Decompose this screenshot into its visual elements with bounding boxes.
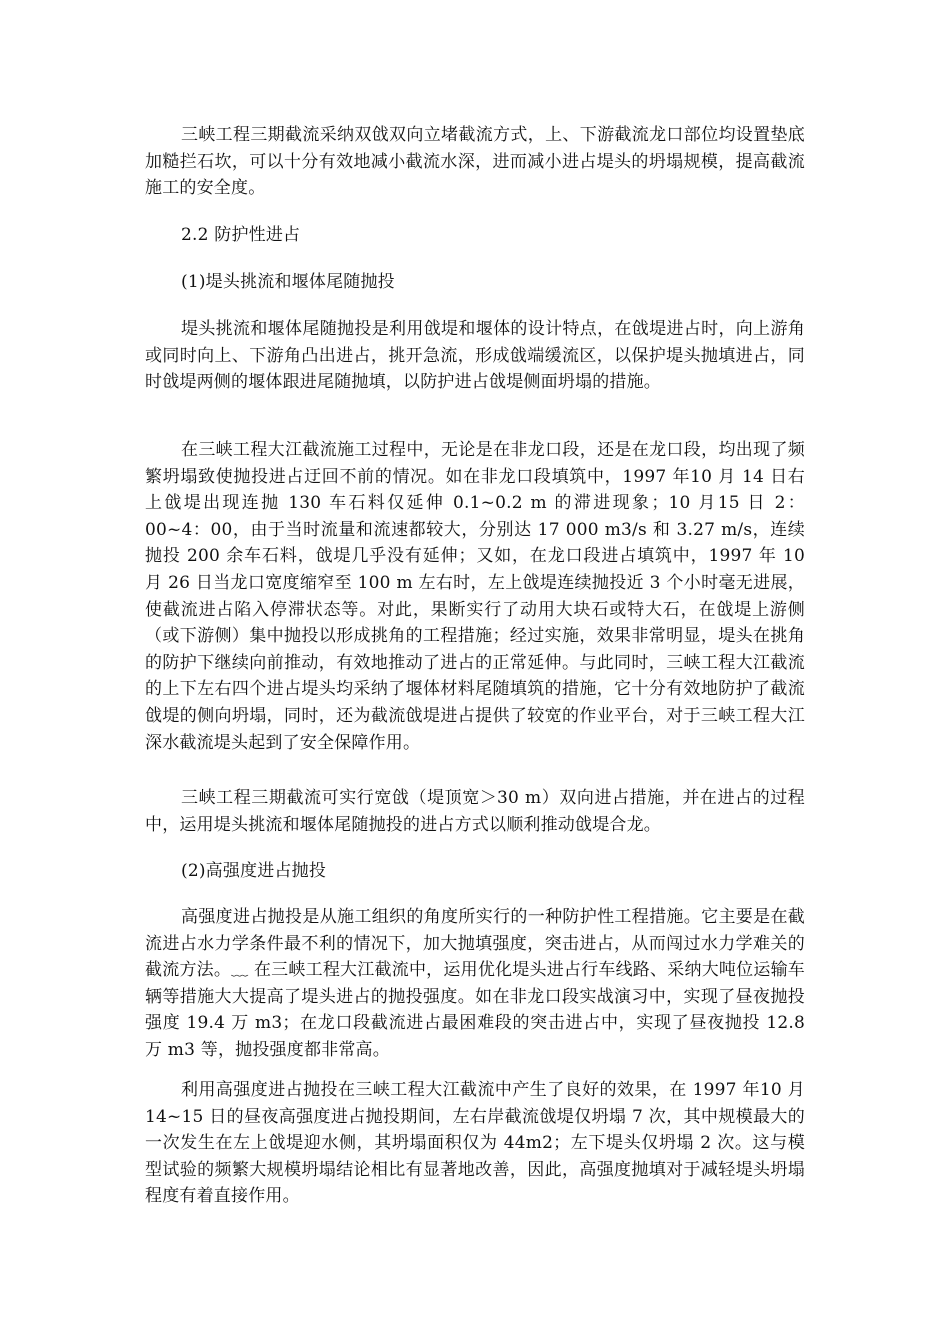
paragraph-high-intensity-definition: 高强度进占抛投是从施工组织的角度所实行的一种防护性工程措施。它主要是在截流进占水力学条件最不利的情况下，加大抛填强度，突击进占，从而闯过水力学难关的截流方法。﹏ 在三峡工程大江截流中，运用优化堤头进占行车线路、采纳大吨位运输车辆等措施大大提高了堤头进占的抛投强度。如在非龙口段实战演习中，实现了昼夜抛投强度 19.4 万 m3；在龙口段截流进占最困难段的突击进占中，实现了昼夜抛投 12.8 万 m3 等，抛投强度都非常高。 — [145, 907, 805, 1060]
paragraph-closure-method: 三峡工程三期截流采纳双戗双向立堵截流方式，上、下游截流龙口部位均设置垫底加糙拦石坎，可以十分有效地减小截流水深，进而减小进占堤头的坍塌规模，提高截流施工的安全度。 — [145, 125, 805, 199]
paragraph-diversion-definition: 堤头挑流和堰体尾随抛投是利用戗堤和堰体的设计特点，在戗堤进占时，向上游角或同时向上、下游角凸出进占，挑开急流，形成戗端缓流区，以保护堤头抛填进占，同时戗堤两侧的堰体跟进尾随抛填，以防护进占戗堤侧面坍塌的措施。 — [145, 319, 805, 393]
section-heading-2-2: 2.2 防护性进占 — [181, 225, 301, 245]
paragraph-construction-process: 在三峡工程大江截流施工过程中，无论是在非龙口段，还是在龙口段，均出现了频繁坍塌致使抛投进占迂回不前的情况。如在非龙口段填筑中，1997 年10 月 14 日右上戗堤出现连抛 130 车石料仅延伸 0.1~0.2 m 的滞进现象；10 月15 日 2：00~4：00，由于当时流量和流速都较大，分别达 17 000 m3/s 和 3.27 m/s，连续抛投 200 余车石料，戗堤几乎没有延伸；又如，在龙口段进占填筑中，1997 年 10 月 26 日当龙口宽度缩窄至 100 m 左右时，左上戗堤连续抛投近 3 个小时毫无进展，使截流进占陷入停滞状态等。对此，果断实行了动用大块石或特大石，在戗堤上游侧（或下游侧）集中抛投以形成挑角的工程措施；经过实施，效果非常明显，堤头在挑角的防护下继续向前推动，有效地推动了进占的正常延伸。与此同时，三峡工程大江截流的上下左右四个进占堤头均采纳了堰体材料尾随填筑的措施，它十分有效地防护了截流戗堤的侧向坍塌，同时，还为截流戗堤进占提供了较宽的作业平台，对于三峡工程大江深水截流堤头起到了安全保障作用。 — [145, 440, 805, 753]
paragraph-high-intensity-results: 利用高强度进占抛投在三峡工程大江截流中产生了良好的效果，在 1997 年10 月 14~15 日的昼夜高强度进占抛投期间，左右岸截流戗堤仅坍塌 7 次，其中规模最大的一次发生在左上戗堤迎水侧，其坍塌面积仅为 44m2；左下堤头仅坍塌 2 次。这与模型试验的频繁大规模坍塌结论相比有显著地改善，因此，高强度抛填对于减轻堤头坍塌程度有着直接作用。 — [145, 1080, 805, 1207]
paragraph-wide-dike-measure: 三峡工程三期截流可实行宽戗（堤顶宽＞30 m）双向进占措施，并在进占的过程中，运用堤头挑流和堰体尾随抛投的进占方式以顺利推动戗堤合龙。 — [145, 788, 805, 835]
subsection-heading-2: (2)高强度进占抛投 — [181, 861, 327, 881]
subsection-heading-1: (1)堤头挑流和堰体尾随抛投 — [181, 272, 395, 292]
